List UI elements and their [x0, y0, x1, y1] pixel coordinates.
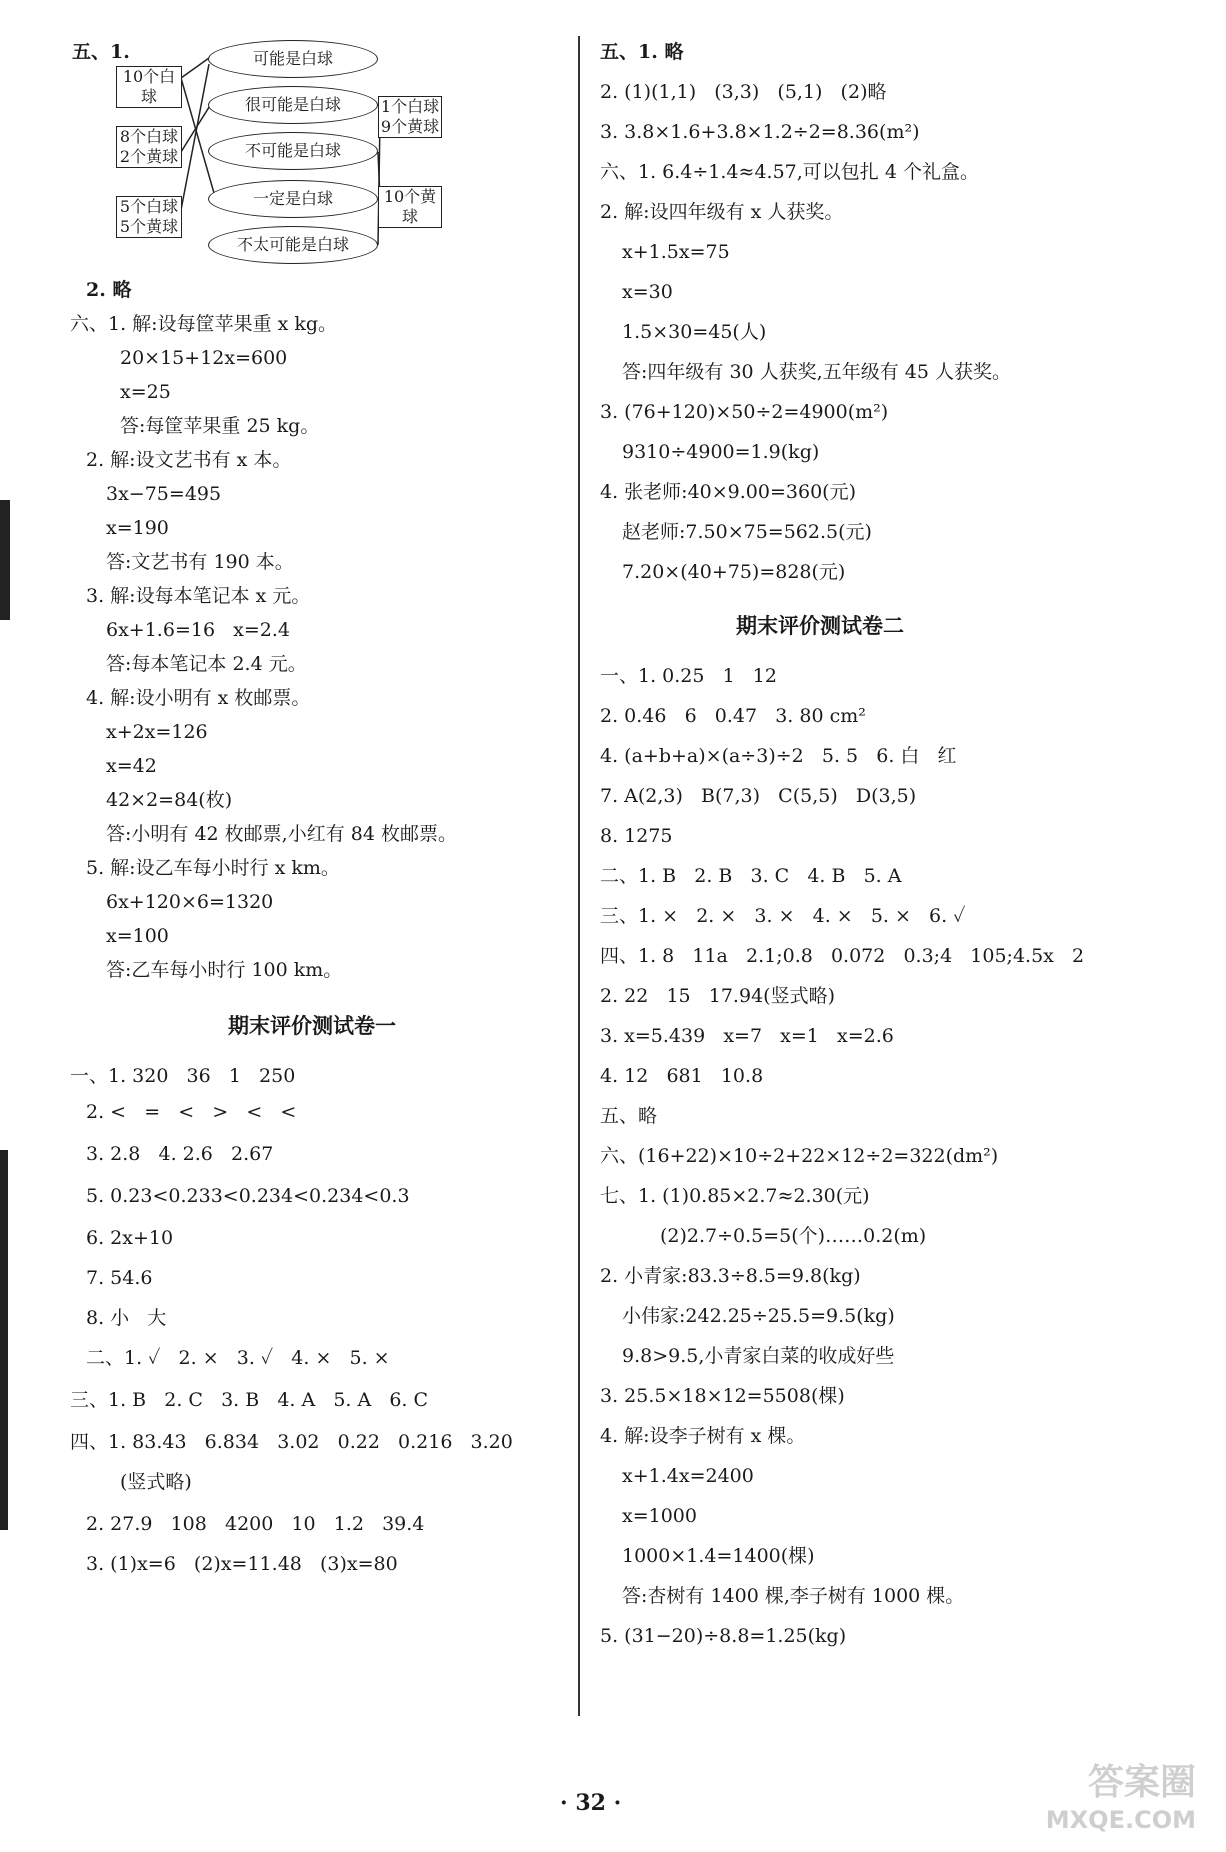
right-line: x+1.4x=2400: [622, 1465, 754, 1487]
right-line: 1000×1.4=1400(棵): [622, 1545, 815, 1567]
right-line: 小伟家:242.25÷25.5=9.5(kg): [622, 1305, 895, 1327]
section-title-1: 期末评价测试卷一: [228, 1014, 396, 1038]
left-line: 5. 0.23<0.233<0.234<0.234<0.3: [86, 1185, 410, 1207]
right-line: 7.20×(40+75)=828(元): [622, 561, 846, 583]
page-number: · 32 ·: [560, 1790, 622, 1816]
box-8-white-2-yellow: 8个白球 2个黄球: [116, 126, 182, 168]
left-line: 6x+120×6=1320: [106, 891, 274, 913]
right-line: 9310÷4900=1.9(kg): [622, 441, 820, 463]
right-line: 4. (a+b+a)×(a÷3)÷2 5. 5 6. 白 红: [600, 745, 957, 767]
left-line: 5. 解:设乙车每小时行 x km。: [86, 857, 340, 879]
right-line: 三、1. × 2. × 3. × 4. × 5. × 6. ✓: [600, 905, 966, 927]
left-line: 三、1. B 2. C 3. B 4. A 5. A 6. C: [70, 1389, 429, 1411]
left-line: 2. 解:设文艺书有 x 本。: [86, 449, 292, 471]
right-line: x=30: [622, 281, 673, 303]
left-line: 六、1. 解:设每筐苹果重 x kg。: [70, 313, 338, 335]
ellipse-unlikely: 不太可能是白球: [208, 226, 378, 264]
left-line: 6x+1.6=16 x=2.4: [106, 619, 291, 641]
section-title-2: 期末评价测试卷二: [736, 614, 904, 638]
column-divider: [578, 36, 580, 1716]
ellipse-certain: 一定是白球: [208, 180, 378, 218]
left-line: 4. 解:设小明有 x 枚邮票。: [86, 687, 311, 709]
right-line: (2)2.7÷0.5=5(个)……0.2(m): [660, 1225, 927, 1247]
right-line: 3. 25.5×18×12=5508(棵): [600, 1385, 845, 1407]
right-line: 8. 1275: [600, 825, 673, 847]
right-line: 4. 12 681 10.8: [600, 1065, 764, 1087]
right-line: 六、(16+22)×10÷2+22×12÷2=322(dm²): [600, 1145, 999, 1167]
right-line: 5. (31−20)÷8.8=1.25(kg): [600, 1625, 847, 1647]
left-line: 答:每筐苹果重 25 kg。: [120, 415, 320, 437]
right-line: 六、1. 6.4÷1.4≈4.57,可以包扎 4 个礼盒。: [600, 161, 979, 183]
right-line: x+1.5x=75: [622, 241, 730, 263]
right-line: 2. 22 15 17.94(竖式略): [600, 985, 835, 1007]
left-line: 20×15+12x=600: [120, 347, 288, 369]
left-line: 7. 54.6: [86, 1267, 153, 1289]
right-line: 答:杏树有 1400 棵,李子树有 1000 棵。: [622, 1585, 965, 1607]
left-line: 6. 2x+10: [86, 1227, 174, 1249]
left-line: (竖式略): [120, 1471, 192, 1493]
matching-diagram: [72, 40, 526, 310]
left-line: x=100: [106, 925, 169, 947]
right-line: 一、1. 0.25 1 12: [600, 665, 777, 687]
left-line: x=190: [106, 517, 169, 539]
ellipse-possible: 可能是白球: [208, 40, 378, 78]
right-line: 五、1. 略: [600, 41, 684, 63]
left-line: 一、1. 320 36 1 250: [70, 1065, 296, 1087]
right-line: 赵老师:7.50×75=562.5(元): [622, 521, 872, 543]
left-line: 3. 2.8 4. 2.6 2.67: [86, 1143, 274, 1165]
right-line: 五、略: [600, 1105, 658, 1127]
left-line: 答:小明有 42 枚邮票,小红有 84 枚邮票。: [106, 823, 457, 845]
right-line: 7. A(2,3) B(7,3) C(5,5) D(3,5): [600, 785, 917, 807]
left-line: 二、1. ✓ 2. × 3. ✓ 4. × 5. ×: [86, 1347, 390, 1369]
watermark-bottom: MXQE.COM: [1045, 1806, 1196, 1834]
box-1-white-9-yellow: 1个白球 9个黄球: [378, 96, 442, 138]
right-line: 3. (76+120)×50÷2=4900(m²): [600, 401, 889, 423]
ellipse-very-likely: 很可能是白球: [208, 86, 378, 124]
left-line: 2. 略: [86, 279, 132, 301]
right-line: 2. 0.46 6 0.47 3. 80 cm²: [600, 705, 866, 727]
left-line: 2. < = < > < <: [86, 1101, 297, 1123]
left-line: 四、1. 83.43 6.834 3.02 0.22 0.216 3.20: [70, 1431, 513, 1453]
right-line: 4. 张老师:40×9.00=360(元): [600, 481, 856, 503]
right-line: 2. (1)(1,1) (3,3) (5,1) (2)略: [600, 81, 887, 103]
left-line: 答:文艺书有 190 本。: [106, 551, 294, 573]
right-line: 1.5×30=45(人): [622, 321, 767, 343]
right-line: x=1000: [622, 1505, 697, 1527]
right-line: 3. 3.8×1.6+3.8×1.2÷2=8.36(m²): [600, 121, 920, 143]
left-line: x+2x=126: [106, 721, 208, 743]
left-line: 2. 27.9 108 4200 10 1.2 39.4: [86, 1513, 425, 1535]
right-line: 答:四年级有 30 人获奖,五年级有 45 人获奖。: [622, 361, 1011, 383]
watermark-logo: [1016, 1754, 1206, 1834]
left-line: x=42: [106, 755, 157, 777]
left-line: 42×2=84(枚): [106, 789, 233, 811]
right-line: 2. 解:设四年级有 x 人获奖。: [600, 201, 844, 223]
box-10-yellow: 10个黄球: [378, 186, 442, 228]
left-line: 3x−75=495: [106, 483, 222, 505]
right-line: 七、1. (1)0.85×2.7≈2.30(元): [600, 1185, 870, 1207]
ellipse-impossible: 不可能是白球: [208, 132, 378, 170]
diagram-title: 五、1.: [72, 41, 130, 63]
scan-edge: [0, 1150, 8, 1530]
left-line: x=25: [120, 381, 171, 403]
right-line: 4. 解:设李子树有 x 棵。: [600, 1425, 806, 1447]
right-line: 2. 小青家:83.3÷8.5=9.8(kg): [600, 1265, 861, 1287]
box-10-white: 10个白球: [116, 66, 182, 108]
scan-edge: [0, 500, 10, 620]
right-line: 3. x=5.439 x=7 x=1 x=2.6: [600, 1025, 894, 1047]
right-line: 二、1. B 2. B 3. C 4. B 5. A: [600, 865, 902, 887]
box-5-white-5-yellow: 5个白球 5个黄球: [116, 196, 182, 238]
right-line: 9.8>9.5,小青家白菜的收成好些: [622, 1345, 895, 1367]
left-line: 答:每本笔记本 2.4 元。: [106, 653, 307, 675]
left-line: 答:乙车每小时行 100 km。: [106, 959, 343, 981]
watermark-top: 答案圈: [1087, 1762, 1196, 1803]
left-line: 3. (1)x=6 (2)x=11.48 (3)x=80: [86, 1553, 398, 1575]
right-line: 四、1. 8 11a 2.1;0.8 0.072 0.3;4 105;4.5x 2: [600, 945, 1085, 967]
left-line: 8. 小 大: [86, 1307, 167, 1329]
left-line: 3. 解:设每本笔记本 x 元。: [86, 585, 311, 607]
